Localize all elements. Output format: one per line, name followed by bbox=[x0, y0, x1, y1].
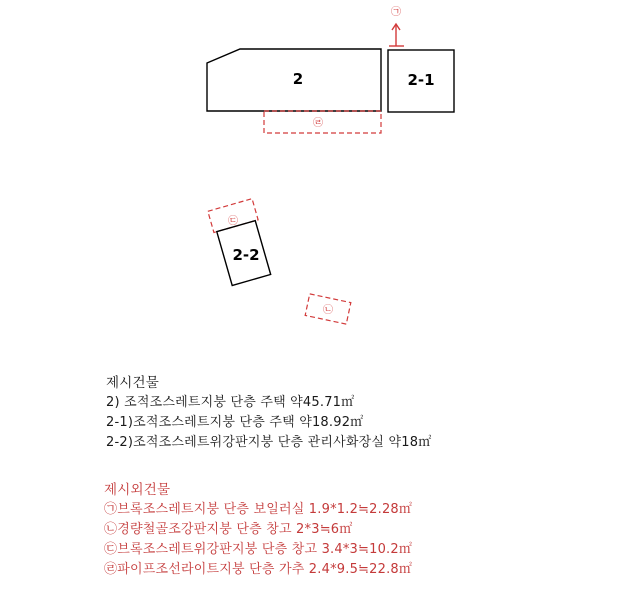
legend-existing-title: 제시건물 bbox=[106, 375, 159, 391]
marker-c: ㉢ bbox=[228, 216, 238, 227]
legend-extra-item: ㉡경량철골조강판지붕 단층 창고 2*3≒6㎡ bbox=[104, 522, 353, 537]
legend-existing-item: 2-1)조적조스레트지붕 단층 주택 약18.92㎡ bbox=[106, 415, 364, 430]
building-2-2-label: 2-2 bbox=[232, 246, 260, 264]
marker-d: ㉣ bbox=[313, 118, 323, 129]
building-2-2-group bbox=[208, 199, 274, 287]
marker-a: ㉠ bbox=[391, 7, 401, 18]
legend-extra-item: ㉣파이프조선라이트지붕 단층 가추 2.4*9.5≒22.8㎡ bbox=[104, 562, 413, 577]
legend-existing-item: 2-2)조적조스레트위강판지붕 단층 관리사화장실 약18㎡ bbox=[106, 435, 432, 450]
building-2-1-label: 2-1 bbox=[407, 71, 435, 89]
legend-extra-title: 제시외건물 bbox=[104, 482, 171, 498]
legend-extra-buildings bbox=[104, 480, 412, 580]
legend-extra-item: ㉠브록조스레트지붕 단층 보일러실 1.9*1.2≒2.28㎡ bbox=[104, 502, 413, 517]
legend-existing-buildings bbox=[106, 373, 431, 453]
legend-existing-item: 2) 조적조스레트지붕 단층 주택 약45.71㎡ bbox=[106, 395, 355, 410]
building-2-label: 2 bbox=[292, 70, 304, 88]
legend-extra-item: ㉢브록조스레트위강판지붕 단층 창고 3.4*3≒10.2㎡ bbox=[104, 542, 413, 557]
marker-b: ㉡ bbox=[323, 305, 333, 316]
